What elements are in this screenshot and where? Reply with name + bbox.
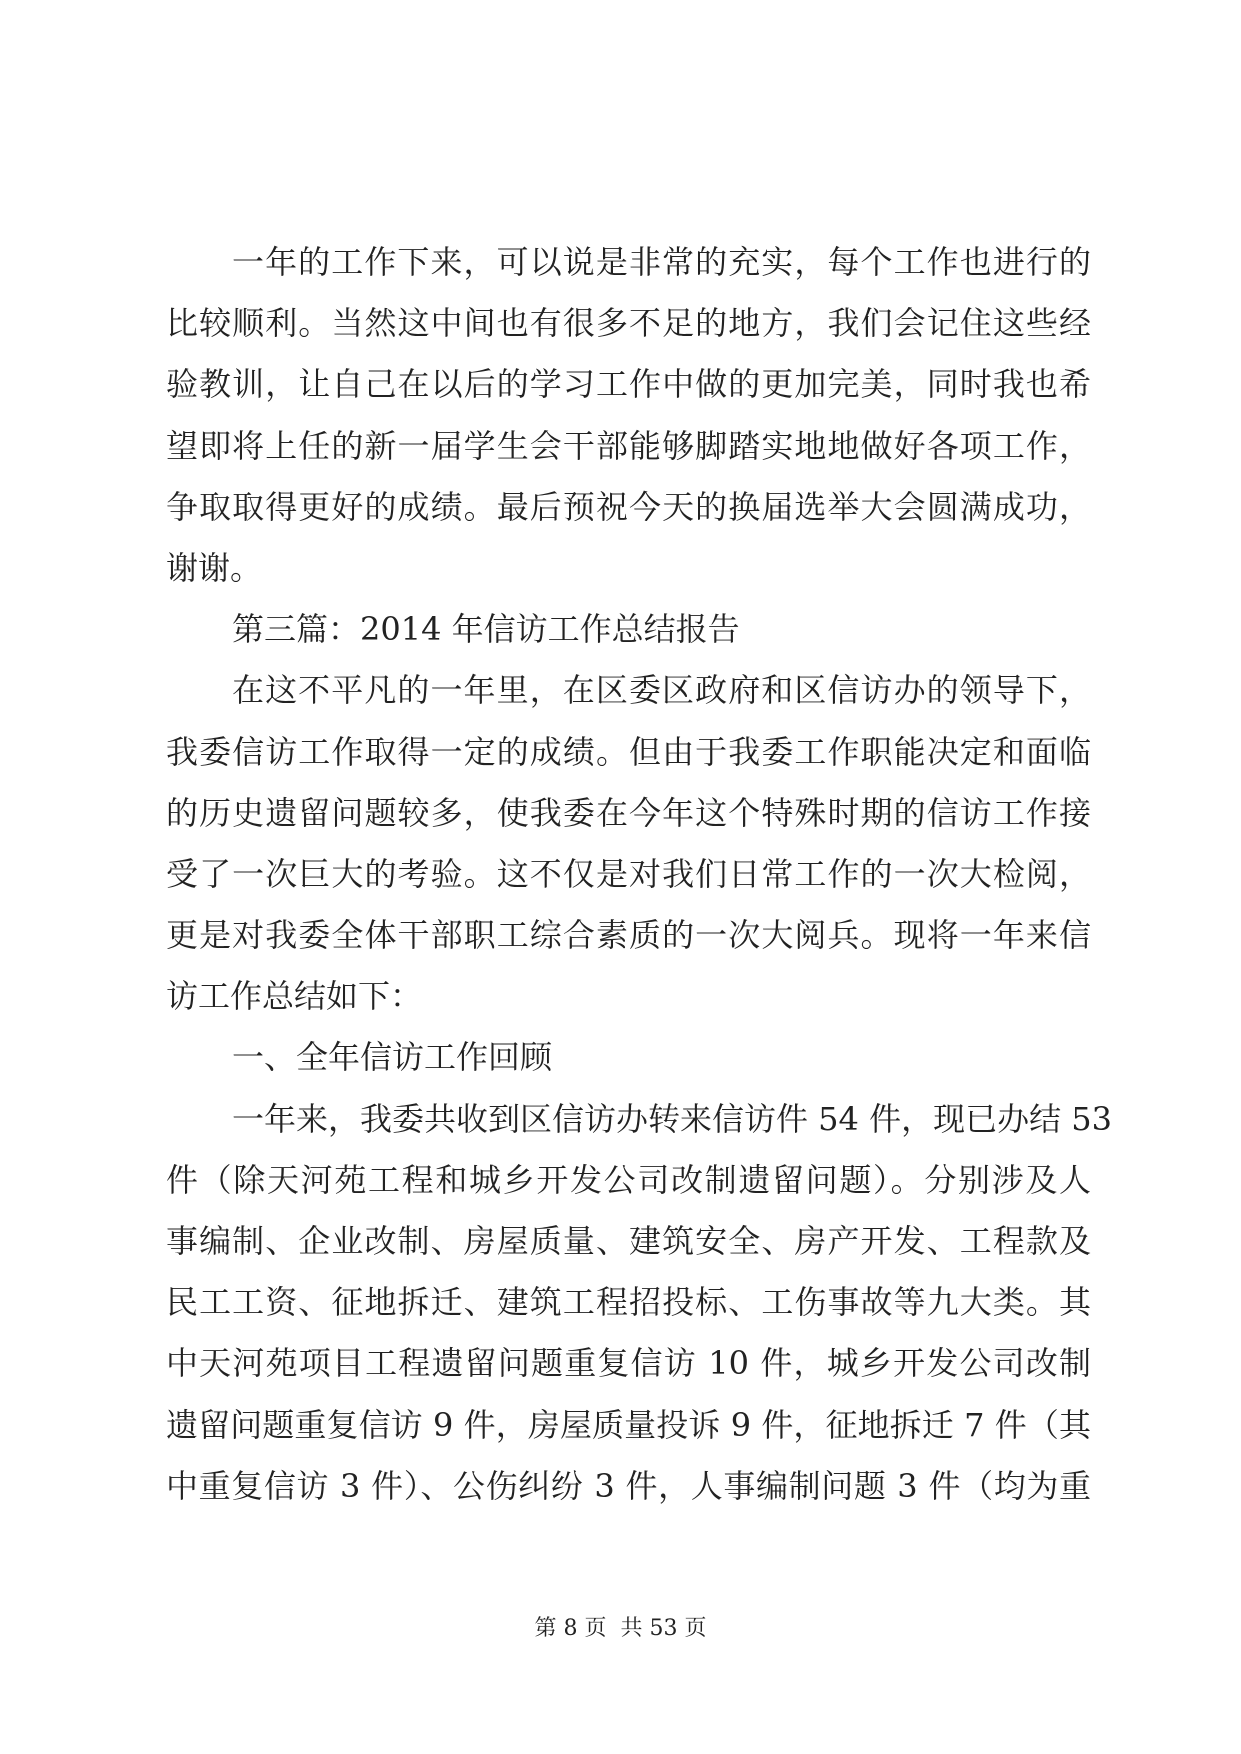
text-line: 一年的工作下来，可以说是非常的充实，每个工作也进行的 bbox=[232, 243, 1091, 281]
section-heading: 第三篇：2014 年信访工作总结报告 bbox=[232, 610, 740, 649]
page-number: 第 8 页 bbox=[534, 1616, 607, 1641]
text-line: 争取取得更好的成绩。最后预祝今天的换届选举大会圆满成功， bbox=[166, 487, 1091, 526]
text-line: 验教训，让自己在以后的学习工作中做的更加完美，同时我也希 bbox=[166, 365, 1091, 404]
text-line: 一年来，我委共收到区信访办转来信访件 54 件，现已办结 53 bbox=[232, 1099, 1112, 1138]
text-line: 的历史遗留问题较多，使我委在今年这个特殊时期的信访工作接 bbox=[166, 793, 1091, 832]
page-total: 共 53 页 bbox=[620, 1616, 707, 1641]
text-line: 件（除天河苑工程和城乡开发公司改制遗留问题）。分别涉及人 bbox=[166, 1160, 1091, 1199]
text-line: 谢谢。 bbox=[166, 548, 263, 587]
subsection-heading: 一、全年信访工作回顾 bbox=[232, 1038, 553, 1077]
document-body bbox=[166, 232, 1112, 1517]
text-line: 事编制、企业改制、房屋质量、建筑安全、房产开发、工程款及 bbox=[166, 1222, 1091, 1260]
text-line: 我委信访工作取得一定的成绩。但由于我委工作职能决定和面临 bbox=[166, 732, 1091, 771]
text-line: 民工工资、征地拆迁、建筑工程招投标、工伤事故等九大类。其 bbox=[166, 1283, 1091, 1322]
page-footer bbox=[0, 1614, 1241, 1644]
text-line: 比较顺利。当然这中间也有很多不足的地方，我们会记住这些经 bbox=[166, 304, 1091, 343]
text-line: 遗留问题重复信访 9 件，房屋质量投诉 9 件，征地拆迁 7 件（其 bbox=[166, 1405, 1091, 1444]
text-line: 访工作总结如下： bbox=[166, 977, 423, 1016]
text-line: 望即将上任的新一届学生会干部能够脚踏实地地做好各项工作， bbox=[166, 426, 1091, 465]
text-line: 在这不平凡的一年里，在区委区政府和区信访办的领导下， bbox=[232, 671, 1091, 710]
text-line: 更是对我委全体干部职工综合素质的一次大阅兵。现将一年来信 bbox=[166, 916, 1091, 955]
text-line: 中天河苑项目工程遗留问题重复信访 10 件，城乡开发公司改制 bbox=[166, 1344, 1091, 1383]
text-line: 中重复信访 3 件）、公伤纠纷 3 件，人事编制问题 3 件（均为重 bbox=[166, 1466, 1091, 1505]
text-line: 受了一次巨大的考验。这不仅是对我们日常工作的一次大检阅， bbox=[166, 854, 1091, 893]
